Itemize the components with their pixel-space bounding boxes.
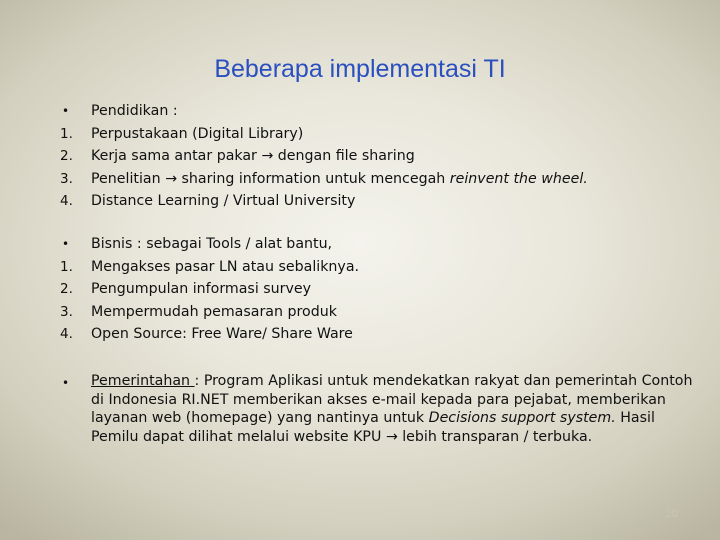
item-text: Perpustakaan (Digital Library): [91, 125, 304, 142]
page-number: 20: [665, 508, 678, 520]
paragraph: [91, 370, 700, 446]
item-text: [91, 168, 700, 191]
paragraph-text: : Program Aplikasi untuk mendekatkan rakyat dan pemerintah Contoh di Indonesia RI.NET memberikan akses e-mail kepada para pejabat, memberikan layanan web (homepage) yang nantinya untuk: [91, 373, 693, 426]
list-item: [60, 323, 700, 346]
item-text: Pengumpulan informasi survey: [91, 281, 312, 298]
list-item: [60, 278, 700, 301]
section-heading: Pendidikan :: [91, 103, 178, 119]
item-text-part: Kerja sama antar pakar: [91, 148, 262, 165]
list-item: [60, 370, 700, 446]
paragraph-italic: Decisions support system.: [428, 410, 616, 426]
list-item: [60, 233, 700, 256]
item-text-italic: reinvent the wheel.: [449, 170, 588, 187]
item-number: 3.: [60, 170, 73, 187]
section-bisnis: [60, 233, 700, 346]
paragraph-text: Hasil Pemilu dapat dilihat melalui website KPU: [91, 410, 655, 445]
item-number: 2.: [60, 148, 73, 165]
item-number: 1.: [60, 258, 73, 275]
item-number: 4.: [60, 193, 73, 210]
list-item: [60, 100, 700, 123]
list-item: [60, 145, 700, 168]
arrow-icon: →: [385, 428, 398, 445]
list-item: [60, 190, 700, 213]
item-text-part: dengan file sharing: [273, 148, 415, 165]
item-text-part: Penelitian: [91, 170, 166, 187]
list-item: [60, 168, 700, 191]
bullet: •: [62, 376, 70, 390]
item-text: Mempermudah pemasaran produk: [91, 303, 337, 320]
arrow-icon: →: [261, 148, 274, 165]
section-pemerintahan: [60, 370, 700, 446]
list-item: [60, 123, 700, 146]
item-text-part: sharing information untuk mencegah: [176, 170, 450, 187]
item-number: 2.: [60, 281, 73, 298]
paragraph-text: lebih transparan / terbuka.: [397, 428, 593, 445]
list-item: [60, 256, 700, 279]
item-text: Distance Learning / Virtual University: [91, 193, 356, 210]
section-heading: Pemerintahan: [91, 373, 195, 389]
item-number: 4.: [60, 326, 73, 343]
slide-title: Beberapa implementasi TI: [214, 55, 506, 83]
bullet: •: [62, 237, 70, 251]
item-number: 3.: [60, 303, 73, 320]
item-text: [91, 145, 700, 168]
item-text: Open Source: Free Ware/ Share Ware: [91, 326, 353, 343]
bullet: •: [62, 104, 70, 118]
item-number: 1.: [60, 125, 73, 142]
item-text: Mengakses pasar LN atau sebaliknya.: [91, 258, 360, 275]
section-pendidikan: [60, 100, 700, 213]
section-heading: Bisnis : sebagai Tools / alat bantu,: [91, 236, 333, 252]
arrow-icon: →: [165, 170, 177, 187]
list-item: [60, 301, 700, 324]
